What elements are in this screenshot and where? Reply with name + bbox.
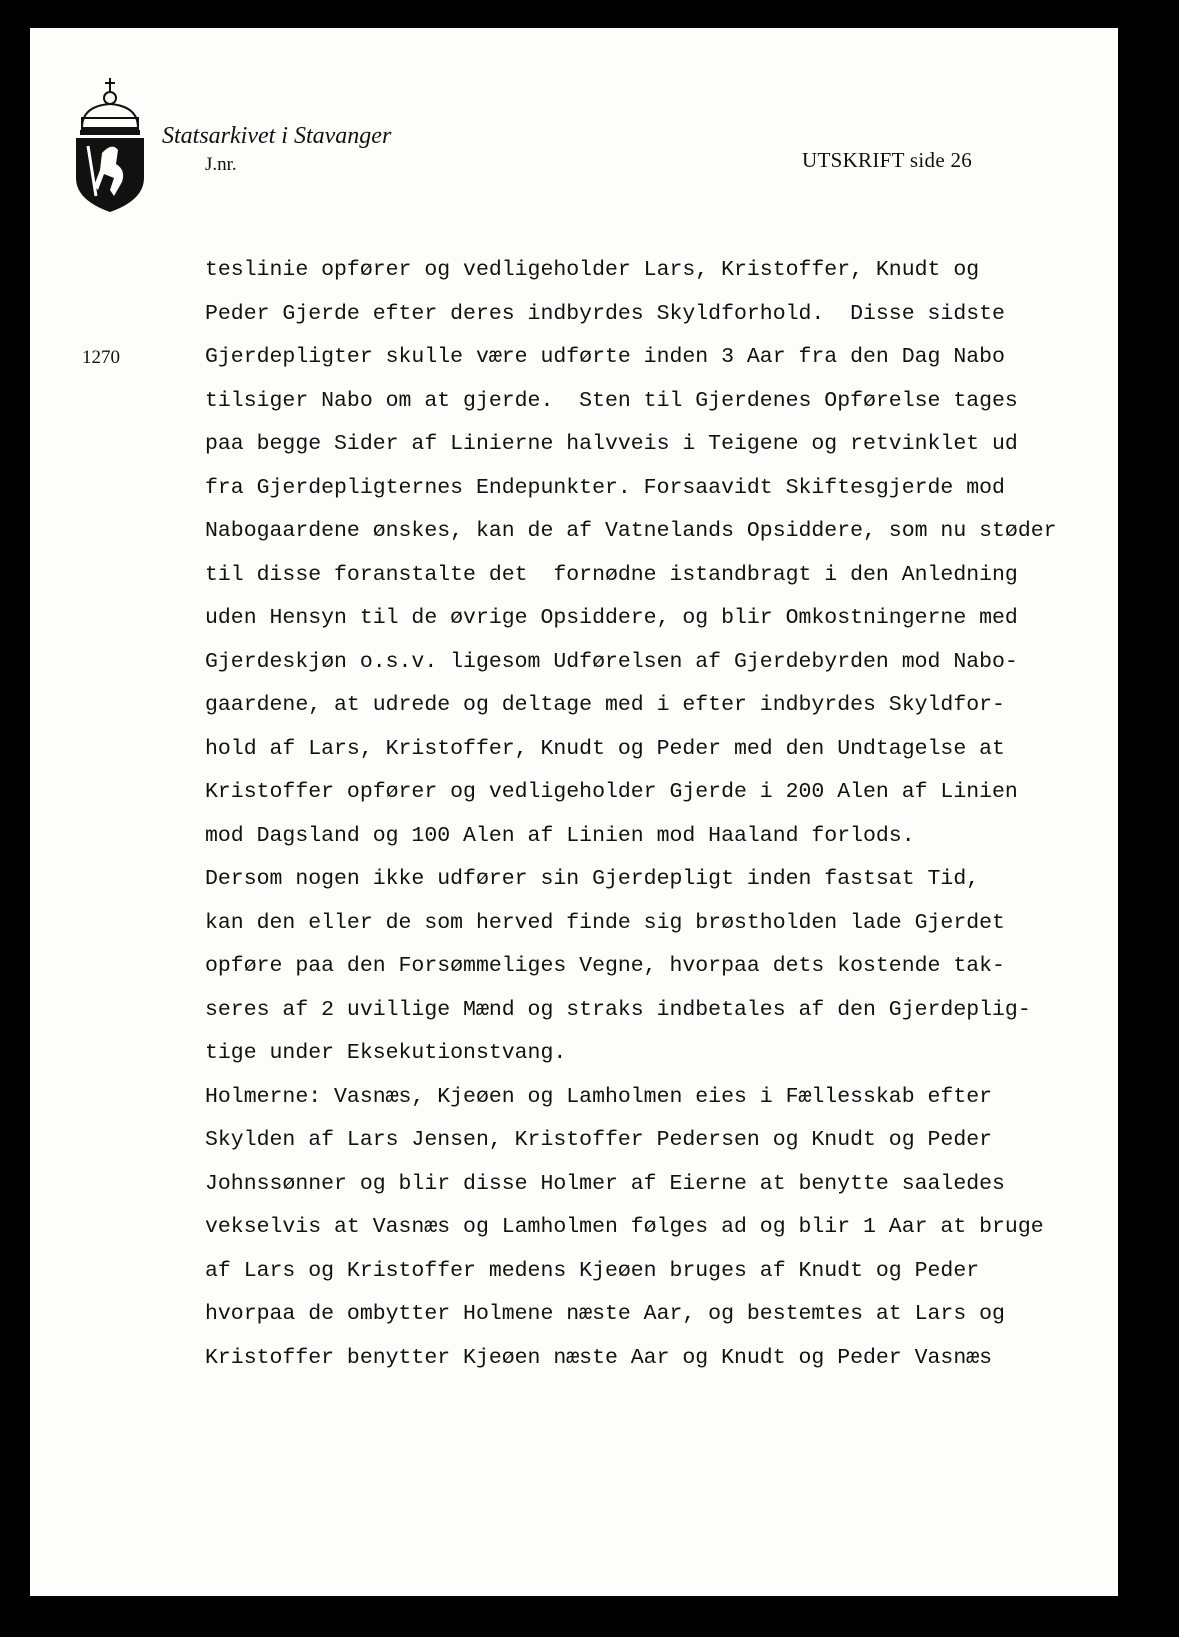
text-line: Dersom nogen ikke udfører sin Gjerdepligt inden fastsat Tid, [205,867,980,891]
text-line: mod Dagsland og 100 Alen af Linien mod Haaland forlods. [205,823,915,848]
text-line: kan den eller de som herved finde sig brøstholden lade Gjerdet [205,910,1005,935]
text-line: hvorpaa de ombytter Holmene næste Aar, og bestemtes at Lars og [205,1302,1005,1326]
text-line: tige under Eksekutionstvang. [205,1041,567,1065]
journal-number-label: J.nr. [205,154,237,175]
text-line: Holmerne: Vasnæs, Kjeøen og Lamholmen eies i Fællesskab efter [205,1084,993,1109]
text-line: opføre paa den Forsømmeliges Vegne, hvorpaa dets kostende tak- [205,954,1005,978]
coat-of-arms-icon [72,78,148,212]
text-line: fra Gjerdepligternes Endepunkter. Forsaavidt Skiftesgjerde mod [205,475,1005,500]
document-body [205,249,1057,1380]
text-line: af Lars og Kristoffer medens Kjeøen bruges af Knudt og Peder [205,1258,980,1283]
page-label: UTSKRIFT side 26 [802,148,973,172]
text-line: Kristoffer benytter Kjeøen næste Aar og Knudt og Peder Vasnæs [205,1345,993,1370]
organization-name: Statsarkivet i Stavanger [162,123,392,149]
text-line: Gjerdeskjøn o.s.v. ligesom Udførelsen af Gjerdebyrden mod Nabo- [205,649,1018,674]
text-line: Gjerdepligter skulle være udførte inden 3 Aar fra den Dag Nabo [205,345,1005,369]
text-line: teslinie opfører og vedligeholder Lars, Kristoffer, Knudt og [205,258,980,282]
text-line: hold af Lars, Kristoffer, Knudt og Peder med den Undtagelse at [205,736,1005,761]
text-line: Johnssønner og blir disse Holmer af Eierne at benytte saaledes [205,1171,1005,1196]
text-line: Skylden af Lars Jensen, Kristoffer Pedersen og Knudt og Peder [205,1128,993,1152]
text-line: paa begge Sider af Linierne halvveis i Teigene og retvinklet ud [205,432,1018,456]
text-line: vekselvis at Vasnæs og Lamholmen følges ad og blir 1 Aar at bruge [205,1215,1044,1239]
text-line: til disse foranstalte det fornødne istandbragt i den Anledning [205,562,1018,587]
text-line: gaardene, at udrede og deltage med i efter indbyrdes Skyldfor- [205,693,1005,717]
margin-note: 1270 [82,347,120,368]
text-line: Kristoffer opfører og vedligeholder Gjerde i 200 Alen af Linien [205,780,1018,804]
text-line: seres af 2 uvillige Mænd og straks indbetales af den Gjerdeplig- [205,997,1031,1022]
text-line: tilsiger Nabo om at gjerde. Sten til Gjerdenes Opførelse tages [205,388,1018,413]
text-line: Peder Gjerde efter deres indbyrdes Skyldforhold. Disse sidste [205,301,1005,326]
text-line: uden Hensyn til de øvrige Opsiddere, og blir Omkostningerne med [205,606,1018,630]
text-line: Nabogaardene ønskes, kan de af Vatnelands Opsiddere, som nu støder [205,519,1057,543]
